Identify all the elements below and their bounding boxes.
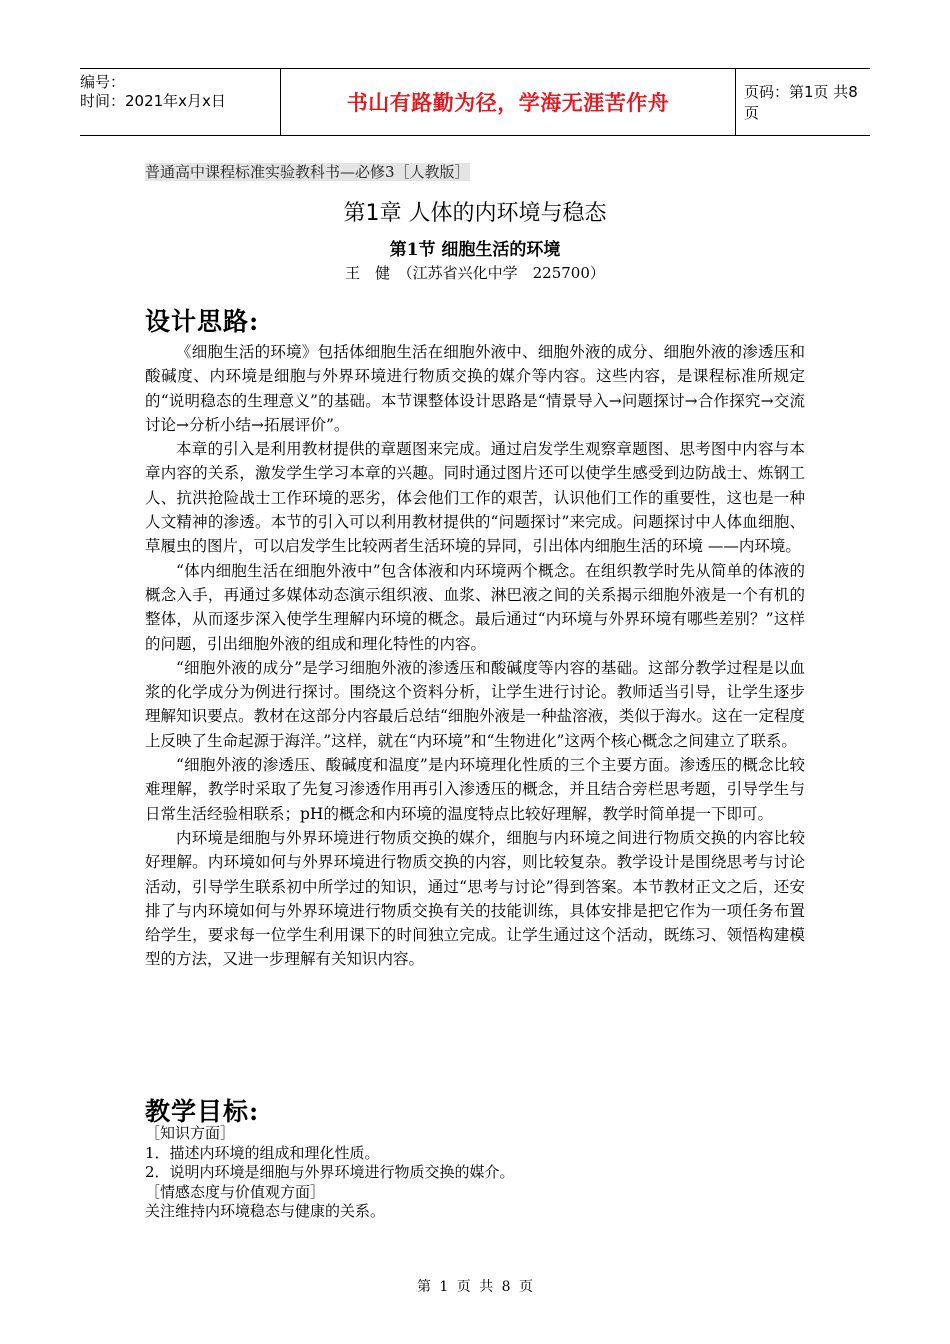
design-heading: 设计思路: [145, 307, 260, 336]
goal-item: 1．描述内环境的组成和理化性质。 [145, 1143, 380, 1162]
book-title [145, 161, 470, 182]
design-paragraph: 《细胞生活的环境》包括体细胞生活在细胞外液中、细胞外液的成分、细胞外液的渗透压和酸碱度、内环境是细胞与外界环境进行物质交换的媒介等内容。这些内容，是课程标准所规定的“说明稳态的生理意义”的基础。本节课整体设计思路是“情景导入→问题探讨→合作探究→交流讨论→分析小结→拓展评价”。 [145, 343, 805, 434]
page-header [80, 68, 870, 136]
time-label: 时间：2021年x月x日 [80, 92, 226, 110]
header-motto: 书山有路勤为径，学海无涯苦作舟 [280, 69, 736, 135]
design-paragraph: “细胞外液的渗透压、酸碱度和温度”是内环境理化性质的三个主要方面。渗透压的概念比较难理解，教学时采取了先复习渗透作用再引入渗透压的概念，并且结合旁栏思考题，引导学生与日常生活经验相联系；pH的概念和内环境的温度特点比较好理解，教学时简单提一下即可。 [145, 756, 805, 823]
design-paragraph: 本章的引入是利用教材提供的章题图来完成。通过启发学生观察章题图、思考图中内容与本章内容的关系，激发学生学习本章的兴趣。同时通过图片还可以使学生感受到边防战士、炼钢工人、抗洪抢险战士工作环境的恶劣，体会他们工作的艰苦，认识他们工作的重要性，这也是一种人文精神的渗透。本节的引入可以利用教材提供的“问题探讨”来完成。问题探讨中人体血细胞、草履虫的图片，可以启发学生比较两者生活环境的异同，引出体内细胞生活的环境 ——内环境。 [145, 440, 805, 556]
design-paragraph: “体内细胞生活在细胞外液中”包含体液和内环境两个概念。在组织教学时先从简单的体液的概念入手，再通过多媒体动态演示组织液、血浆、淋巴液之间的关系揭示细胞外液是一个有机的整体，从而逐步深入使学生理解内环境的概念。最后通过“内环境与外界环境有哪些差别？”这样的问题，引出细胞外液的组成和理化特性的内容。 [145, 561, 805, 653]
chapter-title: 第1章 人体的内环境与稳态 [343, 201, 607, 226]
emotion-label: ［情感态度与价值观方面］ [145, 1182, 326, 1201]
design-paragraph: 内环境是细胞与外界环境进行物质交换的媒介，细胞与内环境之间进行物质交换的内容比较好理解。内环境如何与外界环境进行物质交换的内容，则比较复杂。教学设计是围绕思考与讨论活动，引导学生联系初中所学过的知识，通过“思考与讨论”得到答案。本节教材正文之后，还安排了与内环境如何与外界环境进行物质交换有关的技能训练，具体安排是把它作为一项任务布置给学生，要求每一位学生利用课下的时间独立完成。让学生通过这个活动，既练习、领悟构建模型的方法，又进一步理解有关知识内容。 [145, 828, 805, 969]
author-line: 王 健 （江苏省兴化中学 225700） [345, 264, 605, 282]
number-label: 编号： [80, 73, 126, 91]
goals-list [145, 1124, 805, 1222]
goals-heading: 教学目标: [145, 1097, 260, 1126]
goal-item: 2．说明内环境是细胞与外界环境进行物质交换的媒介。 [145, 1163, 515, 1181]
emotion-text: 关注维持内环境稳态与健康的关系。 [145, 1202, 386, 1220]
knowledge-label: ［知识方面］ [145, 1124, 236, 1142]
book-title-text: 普通高中课程标准实验教科书—必修3［人教版］ [145, 163, 470, 181]
section-title: 第1节 细胞生活的环境 [389, 240, 561, 260]
header-page-info: 页码：第1页 共8页 [744, 83, 858, 122]
design-paragraph: “细胞外液的成分”是学习细胞外液的渗透压和酸碱度等内容的基础。这部分教学过程是以血浆的化学成分为例进行探讨。围绕这个资料分析，让学生进行讨论。教师适当引导，让学生逐步理解知识要点。教材在这部分内容最后总结“细胞外液是一种盐溶液，类似于海水。这在一定程度上反映了生命起源于海洋。”这样，就在“内环境”和“生物进化”这两个核心概念之间建立了联系。 [145, 658, 805, 750]
page-footer: 第 1 页 共 8 页 [416, 1279, 534, 1295]
header-meta [80, 69, 280, 135]
design-body [145, 340, 805, 972]
